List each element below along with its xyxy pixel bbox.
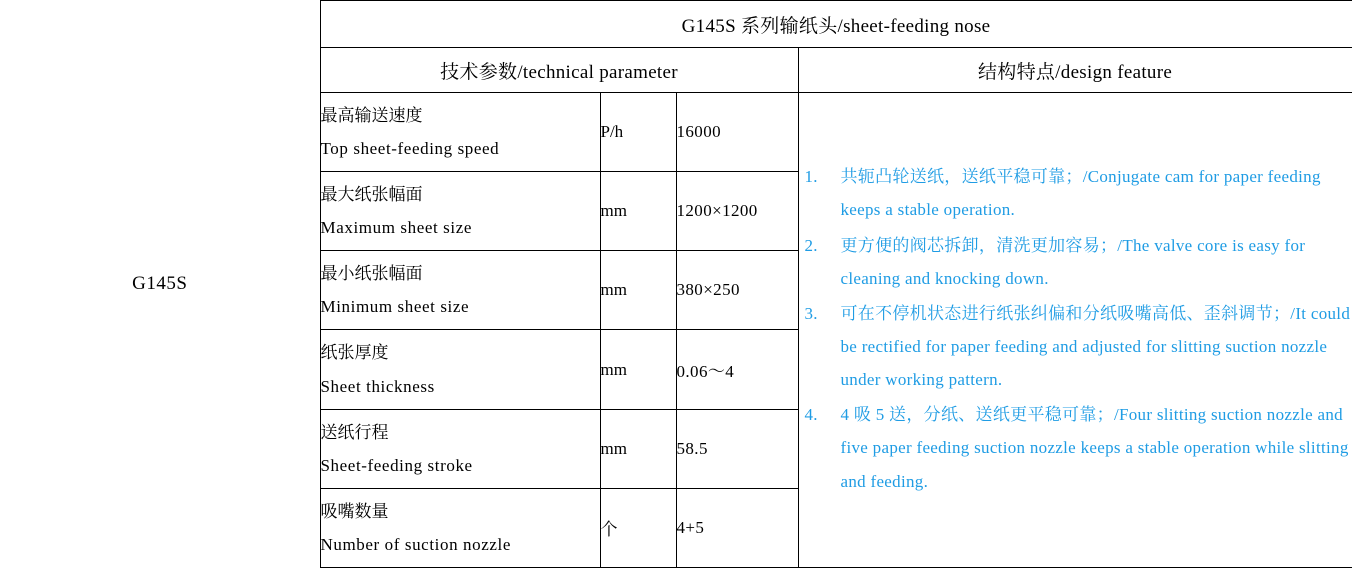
parameter-name [320, 251, 600, 330]
parameter-name-cn: 吸嘴数量 [320, 501, 389, 521]
parameter-unit: mm [600, 330, 676, 409]
parameter-value: 1200×1200 [676, 172, 798, 251]
parameter-name-cn: 纸张厚度 [320, 343, 389, 363]
list-item [799, 297, 1352, 396]
parameter-name-cn: 最大纸张幅面 [320, 185, 423, 205]
design-feature-list-cell [798, 93, 1352, 568]
parameter-name-en: Sheet thickness [320, 376, 435, 396]
parameter-unit: mm [600, 172, 676, 251]
parameter-value: 4+5 [676, 488, 798, 567]
parameter-unit: mm [600, 409, 676, 488]
model-name: G145S [0, 1, 320, 568]
parameter-name-cn: 送纸行程 [320, 422, 389, 442]
parameter-name [320, 409, 600, 488]
list-item [799, 398, 1352, 497]
parameter-value: 380×250 [676, 251, 798, 330]
parameter-name [320, 93, 600, 172]
parameter-name-en: Sheet-feeding stroke [320, 455, 473, 475]
feature-text: 可在不停机状态进行纸张纠偏和分纸吸嘴高低、歪斜调节；/It could be rectified for paper feeding and adjusted for slitting suction nozzle under working pattern. [840, 303, 1351, 390]
feature-text: 共轭凸轮送纸，送纸平稳可靠；/Conjugate cam for paper feeding keeps a stable operation. [840, 167, 1321, 220]
parameter-name-cn: 最高输送速度 [320, 105, 423, 125]
feature-number: 2. [804, 235, 818, 255]
table-row-title [0, 1, 1352, 48]
parameter-unit: 个 [600, 488, 676, 567]
feature-number: 4. [804, 405, 818, 425]
feature-number: 1. [804, 167, 818, 187]
parameter-name-cn: 最小纸张幅面 [320, 264, 423, 284]
parameter-name [320, 330, 600, 409]
parameter-unit: mm [600, 251, 676, 330]
parameter-name [320, 488, 600, 567]
parameter-value: 58.5 [676, 409, 798, 488]
feature-column-header: 结构特点/design feature [798, 48, 1352, 93]
parameter-name-en: Top sheet-feeding speed [320, 139, 500, 159]
feature-text: 更方便的阀芯拆卸，清洗更加容易；/The valve core is easy for cleaning and knocking down. [840, 235, 1306, 288]
parameter-name-en: Minimum sheet size [320, 297, 470, 317]
list-item [799, 160, 1352, 226]
parameter-name-en: Number of suction nozzle [320, 534, 511, 554]
list-item [799, 229, 1352, 295]
design-feature-list [799, 160, 1352, 497]
feature-number: 3. [804, 303, 818, 323]
parameter-value: 16000 [676, 93, 798, 172]
parameter-name-en: Maximum sheet size [320, 218, 472, 238]
table-title: G145S 系列输纸头/sheet-feeding nose [320, 1, 1352, 48]
parameter-column-header: 技术参数/technical parameter [320, 48, 798, 93]
feature-text: 4 吸 5 送，分纸、送纸更平稳可靠；/Four slitting suction nozzle and five paper feeding suction nozzle keeps a stable operation while slitting and feeding. [840, 405, 1349, 491]
parameter-name [320, 172, 600, 251]
parameter-value: 0.06～4 [676, 330, 798, 409]
parameter-unit: P/h [600, 93, 676, 172]
